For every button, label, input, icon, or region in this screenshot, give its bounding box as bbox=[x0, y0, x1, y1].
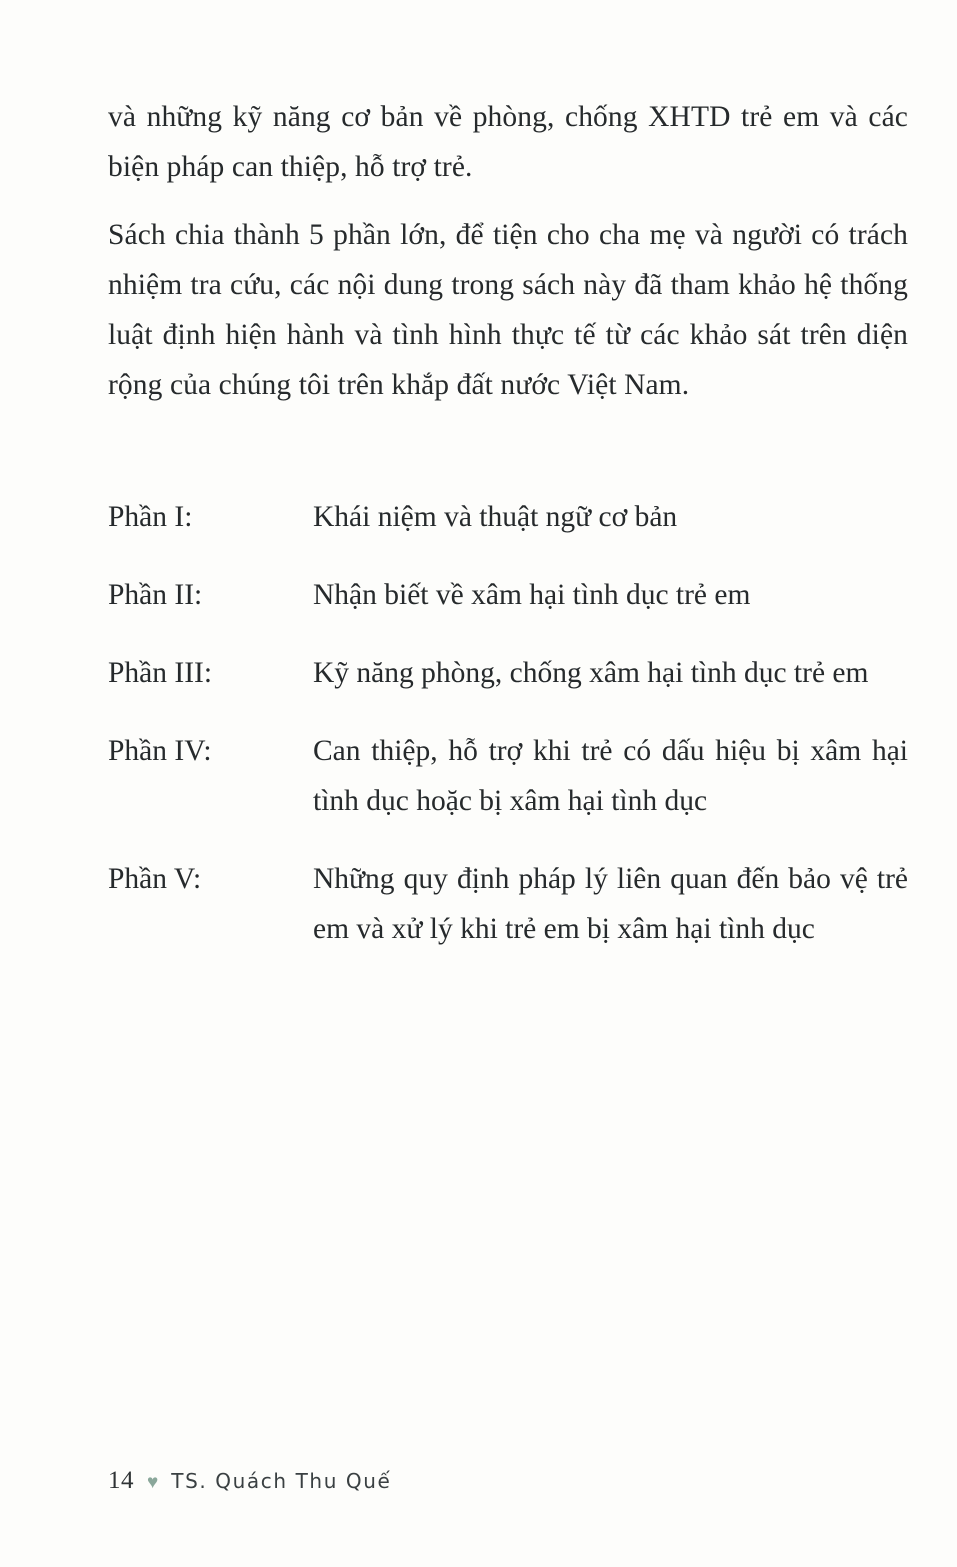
part-label: Phần IV: bbox=[108, 735, 212, 767]
part-row bbox=[108, 492, 908, 542]
part-title: Những quy định pháp lý liên quan đến bảo vệ trẻ em và xử lý khi trẻ em bị xâm hại tình dục bbox=[313, 863, 908, 945]
heart-icon: ♥ bbox=[147, 1471, 159, 1493]
page-content bbox=[108, 92, 908, 982]
part-label: Phần I: bbox=[108, 501, 193, 533]
author-name: TS. Quách Thu Quế bbox=[171, 1469, 392, 1493]
part-row bbox=[108, 648, 908, 698]
part-label: Phần II: bbox=[108, 579, 203, 611]
part-title: Nhận biết về xâm hại tình dục trẻ em bbox=[313, 579, 751, 611]
part-label: Phần V: bbox=[108, 863, 202, 895]
page-footer bbox=[108, 1467, 391, 1495]
part-row bbox=[108, 570, 908, 620]
parts-list bbox=[108, 492, 908, 954]
part-title: Khái niệm và thuật ngữ cơ bản bbox=[313, 501, 678, 533]
paragraph-1: và những kỹ năng cơ bản về phòng, chống XHTD trẻ em và các biện pháp can thiệp, hỗ trợ trẻ. bbox=[108, 101, 908, 183]
page-number: 14 bbox=[108, 1467, 134, 1494]
part-title: Kỹ năng phòng, chống xâm hại tình dục trẻ em bbox=[313, 657, 869, 689]
paragraph-2: Sách chia thành 5 phần lớn, để tiện cho cha mẹ và người có trách nhiệm tra cứu, các nội dung trong sách này đã tham khảo hệ thống luật định hiện hành và tình hình thực tế từ các khảo sát trên diện rộng của chúng tôi trên khắp đất nước Việt Nam. bbox=[108, 219, 908, 401]
part-label: Phần III: bbox=[108, 657, 213, 689]
part-title: Can thiệp, hỗ trợ khi trẻ có dấu hiệu bị xâm hại tình dục hoặc bị xâm hại tình dục bbox=[313, 735, 908, 817]
part-row bbox=[108, 854, 908, 954]
part-row bbox=[108, 726, 908, 826]
